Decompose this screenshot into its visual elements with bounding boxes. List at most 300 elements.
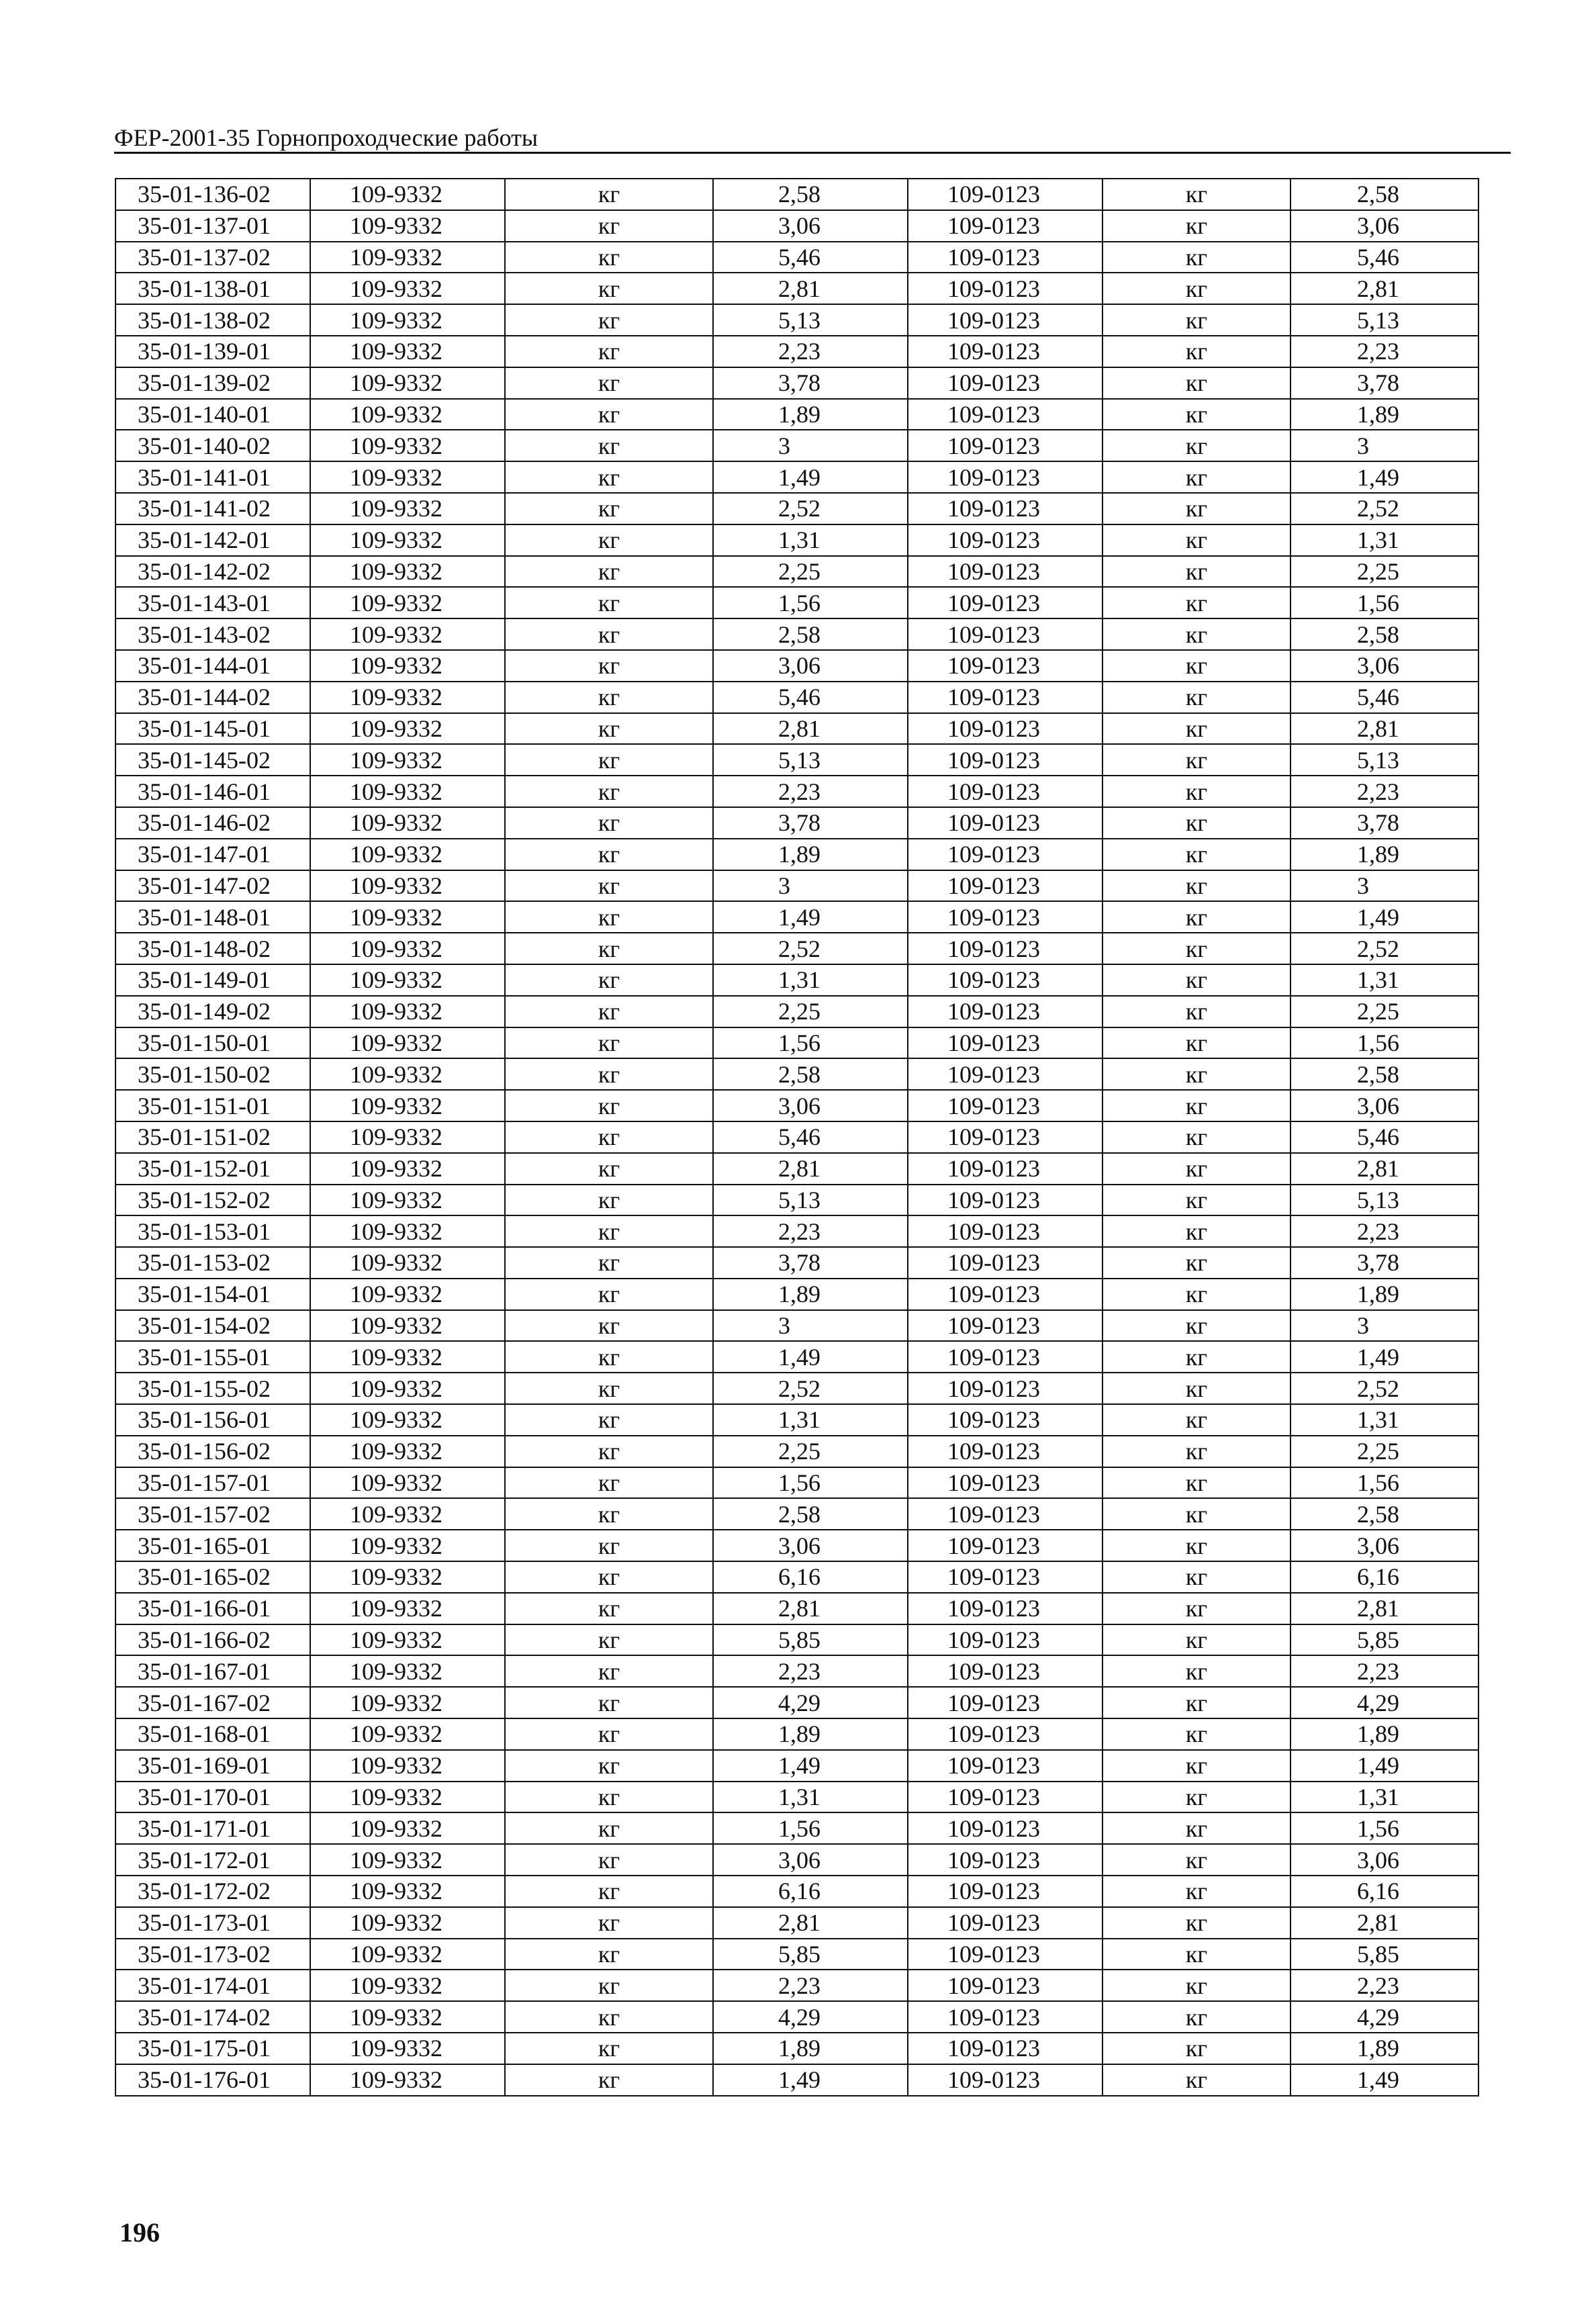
replacement-unit-cell: кг	[1102, 1844, 1290, 1876]
resource-code-cell: 109-9332	[310, 839, 505, 870]
replacement-resource-code-cell: 109-0123	[908, 1121, 1102, 1153]
quantity-cell: 5,13	[713, 304, 908, 336]
replacement-quantity-cell: 1,31	[1290, 1404, 1478, 1436]
replacement-quantity-cell: 2,81	[1290, 1907, 1478, 1939]
rate-code-cell: 35-01-156-02	[115, 1436, 310, 1467]
quantity-cell: 1,49	[713, 1341, 908, 1373]
replacement-resource-code-cell: 109-0123	[908, 587, 1102, 618]
replacement-quantity-cell: 3	[1290, 430, 1478, 461]
quantity-cell: 1,49	[713, 1750, 908, 1782]
quantity-cell: 5,46	[713, 242, 908, 273]
replacement-resource-code-cell: 109-0123	[908, 1436, 1102, 1467]
replacement-unit-cell: кг	[1102, 1750, 1290, 1782]
table-row	[115, 1215, 1478, 1247]
replacement-resource-code-cell: 109-0123	[908, 1624, 1102, 1656]
replacement-resource-code-cell: 109-0123	[908, 1655, 1102, 1687]
resource-code-cell: 109-9332	[310, 179, 505, 210]
quantity-cell: 2,25	[713, 556, 908, 588]
rate-code-cell: 35-01-143-02	[115, 618, 310, 650]
table-row	[115, 461, 1478, 493]
replacement-unit-cell: кг	[1102, 1310, 1290, 1342]
resource-code-cell: 109-9332	[310, 1593, 505, 1624]
unit-cell: кг	[505, 996, 713, 1027]
resource-code-cell: 109-9332	[310, 1907, 505, 1939]
resource-code-cell: 109-9332	[310, 1876, 505, 1907]
replacement-resource-code-cell: 109-0123	[908, 870, 1102, 902]
rate-code-cell: 35-01-136-02	[115, 179, 310, 210]
replacement-unit-cell: кг	[1102, 2033, 1290, 2064]
resource-code-cell: 109-9332	[310, 1655, 505, 1687]
unit-cell: кг	[505, 870, 713, 902]
replacement-quantity-cell: 5,13	[1290, 744, 1478, 776]
replacement-unit-cell: кг	[1102, 493, 1290, 524]
table-row	[115, 1718, 1478, 1750]
unit-cell: кг	[505, 1718, 713, 1750]
quantity-cell: 3	[713, 870, 908, 902]
table-row	[115, 399, 1478, 430]
replacement-resource-code-cell: 109-0123	[908, 1907, 1102, 1939]
rate-code-cell: 35-01-171-01	[115, 1812, 310, 1844]
replacement-unit-cell: кг	[1102, 1279, 1290, 1310]
quantity-cell: 2,81	[713, 1153, 908, 1185]
unit-cell: кг	[505, 713, 713, 745]
unit-cell: кг	[505, 336, 713, 367]
quantity-cell: 1,56	[713, 587, 908, 618]
quantity-cell: 2,23	[713, 336, 908, 367]
unit-cell: кг	[505, 1467, 713, 1499]
unit-cell: кг	[505, 1247, 713, 1279]
rate-code-cell: 35-01-173-01	[115, 1907, 310, 1939]
quantity-cell: 2,58	[713, 1058, 908, 1090]
replacement-unit-cell: кг	[1102, 1058, 1290, 1090]
table-row	[115, 839, 1478, 870]
replacement-unit-cell: кг	[1102, 713, 1290, 745]
replacement-quantity-cell: 2,52	[1290, 1373, 1478, 1404]
replacement-unit-cell: кг	[1102, 1436, 1290, 1467]
replacement-resource-code-cell: 109-0123	[908, 1939, 1102, 1970]
replacement-quantity-cell: 2,58	[1290, 618, 1478, 650]
replacement-quantity-cell: 2,25	[1290, 556, 1478, 588]
replacement-quantity-cell: 2,58	[1290, 1498, 1478, 1530]
replacement-unit-cell: кг	[1102, 2064, 1290, 2096]
replacement-quantity-cell: 2,23	[1290, 1215, 1478, 1247]
quantity-cell: 1,31	[713, 1404, 908, 1436]
unit-cell: кг	[505, 1782, 713, 1813]
table-row	[115, 587, 1478, 618]
table-row	[115, 1812, 1478, 1844]
rate-code-cell: 35-01-150-01	[115, 1027, 310, 1059]
replacement-unit-cell: кг	[1102, 1782, 1290, 1813]
replacement-resource-code-cell: 109-0123	[908, 650, 1102, 682]
replacement-resource-code-cell: 109-0123	[908, 179, 1102, 210]
replacement-unit-cell: кг	[1102, 524, 1290, 556]
rate-code-cell: 35-01-148-01	[115, 901, 310, 933]
unit-cell: кг	[505, 1593, 713, 1624]
header-rule	[114, 152, 1511, 154]
replacement-quantity-cell: 1,49	[1290, 1341, 1478, 1373]
rate-code-cell: 35-01-143-01	[115, 587, 310, 618]
replacement-quantity-cell: 6,16	[1290, 1561, 1478, 1593]
unit-cell: кг	[505, 304, 713, 336]
replacement-resource-code-cell: 109-0123	[908, 964, 1102, 996]
rate-code-cell: 35-01-144-02	[115, 682, 310, 713]
table-row	[115, 870, 1478, 902]
rate-code-cell: 35-01-156-01	[115, 1404, 310, 1436]
replacement-quantity-cell: 5,13	[1290, 304, 1478, 336]
replacement-resource-code-cell: 109-0123	[908, 1279, 1102, 1310]
unit-cell: кг	[505, 430, 713, 461]
resource-code-cell: 109-9332	[310, 682, 505, 713]
rate-code-cell: 35-01-155-01	[115, 1341, 310, 1373]
unit-cell: кг	[505, 1341, 713, 1373]
rate-code-cell: 35-01-154-01	[115, 1279, 310, 1310]
replacement-quantity-cell: 1,49	[1290, 1750, 1478, 1782]
table-row	[115, 996, 1478, 1027]
replacement-quantity-cell: 2,81	[1290, 1153, 1478, 1185]
replacement-unit-cell: кг	[1102, 1970, 1290, 2001]
replacement-resource-code-cell: 109-0123	[908, 1185, 1102, 1216]
replacement-quantity-cell: 2,23	[1290, 1970, 1478, 2001]
resource-code-cell: 109-9332	[310, 2033, 505, 2064]
replacement-unit-cell: кг	[1102, 964, 1290, 996]
table-row	[115, 1373, 1478, 1404]
replacement-resource-code-cell: 109-0123	[908, 1027, 1102, 1059]
resource-code-cell: 109-9332	[310, 1970, 505, 2001]
replacement-unit-cell: кг	[1102, 870, 1290, 902]
unit-cell: кг	[505, 1153, 713, 1185]
quantity-cell: 6,16	[713, 1876, 908, 1907]
resource-code-cell: 109-9332	[310, 587, 505, 618]
rate-code-cell: 35-01-144-01	[115, 650, 310, 682]
quantity-cell: 1,49	[713, 461, 908, 493]
quantity-cell: 2,23	[713, 1655, 908, 1687]
table-row	[115, 1404, 1478, 1436]
replacement-resource-code-cell: 109-0123	[908, 367, 1102, 399]
unit-cell: кг	[505, 1812, 713, 1844]
replacement-unit-cell: кг	[1102, 461, 1290, 493]
table-row	[115, 1090, 1478, 1121]
replacement-resource-code-cell: 109-0123	[908, 996, 1102, 1027]
quantity-cell: 3,78	[713, 1247, 908, 1279]
table-row	[115, 430, 1478, 461]
table-row	[115, 1624, 1478, 1656]
replacement-quantity-cell: 1,89	[1290, 399, 1478, 430]
resource-code-cell: 109-9332	[310, 713, 505, 745]
table-row	[115, 1939, 1478, 1970]
replacement-quantity-cell: 5,46	[1290, 1121, 1478, 1153]
rate-code-cell: 35-01-165-01	[115, 1530, 310, 1561]
unit-cell: кг	[505, 1121, 713, 1153]
rate-code-cell: 35-01-169-01	[115, 1750, 310, 1782]
table-row	[115, 1058, 1478, 1090]
table-row	[115, 1027, 1478, 1059]
replacement-quantity-cell: 5,85	[1290, 1624, 1478, 1656]
replacement-unit-cell: кг	[1102, 1373, 1290, 1404]
replacement-quantity-cell: 6,16	[1290, 1876, 1478, 1907]
replacement-resource-code-cell: 109-0123	[908, 524, 1102, 556]
rate-code-cell: 35-01-172-02	[115, 1876, 310, 1907]
table-row	[115, 1844, 1478, 1876]
unit-cell: кг	[505, 650, 713, 682]
replacement-resource-code-cell: 109-0123	[908, 304, 1102, 336]
resource-code-cell: 109-9332	[310, 1530, 505, 1561]
resource-code-cell: 109-9332	[310, 1090, 505, 1121]
quantity-cell: 1,89	[713, 1718, 908, 1750]
replacement-unit-cell: кг	[1102, 901, 1290, 933]
rate-code-cell: 35-01-152-02	[115, 1185, 310, 1216]
replacement-quantity-cell: 1,89	[1290, 1279, 1478, 1310]
replacement-resource-code-cell: 109-0123	[908, 1844, 1102, 1876]
resource-code-cell: 109-9332	[310, 1939, 505, 1970]
replacement-unit-cell: кг	[1102, 304, 1290, 336]
quantity-cell: 3,06	[713, 1090, 908, 1121]
replacement-unit-cell: кг	[1102, 1593, 1290, 1624]
unit-cell: кг	[505, 242, 713, 273]
rate-code-cell: 35-01-154-02	[115, 1310, 310, 1342]
replacement-unit-cell: кг	[1102, 1215, 1290, 1247]
resource-code-cell: 109-9332	[310, 1561, 505, 1593]
table-row	[115, 2064, 1478, 2096]
replacement-quantity-cell: 4,29	[1290, 1687, 1478, 1718]
quantity-cell: 3,06	[713, 210, 908, 242]
replacement-resource-code-cell: 109-0123	[908, 713, 1102, 745]
resource-code-cell: 109-9332	[310, 618, 505, 650]
replacement-resource-code-cell: 109-0123	[908, 399, 1102, 430]
table-row	[115, 2033, 1478, 2064]
resource-code-cell: 109-9332	[310, 1812, 505, 1844]
quantity-cell: 2,58	[713, 618, 908, 650]
unit-cell: кг	[505, 1907, 713, 1939]
resource-code-cell: 109-9332	[310, 1341, 505, 1373]
table-row	[115, 273, 1478, 304]
quantity-cell: 2,25	[713, 1436, 908, 1467]
quantity-cell: 1,56	[713, 1027, 908, 1059]
unit-cell: кг	[505, 367, 713, 399]
rate-code-cell: 35-01-166-01	[115, 1593, 310, 1624]
resource-code-cell: 109-9332	[310, 1247, 505, 1279]
replacement-unit-cell: кг	[1102, 1247, 1290, 1279]
resource-code-cell: 109-9332	[310, 1498, 505, 1530]
replacement-resource-code-cell: 109-0123	[908, 1530, 1102, 1561]
unit-cell: кг	[505, 1687, 713, 1718]
replacement-quantity-cell: 1,49	[1290, 2064, 1478, 2096]
table-row	[115, 1341, 1478, 1373]
resource-code-cell: 109-9332	[310, 1153, 505, 1185]
quantity-cell: 1,31	[713, 964, 908, 996]
unit-cell: кг	[505, 1561, 713, 1593]
rate-code-cell: 35-01-174-01	[115, 1970, 310, 2001]
replacement-resource-code-cell: 109-0123	[908, 1687, 1102, 1718]
unit-cell: кг	[505, 1027, 713, 1059]
resource-code-cell: 109-9332	[310, 1844, 505, 1876]
resource-code-cell: 109-9332	[310, 2064, 505, 2096]
replacement-resource-code-cell: 109-0123	[908, 1058, 1102, 1090]
resource-code-cell: 109-9332	[310, 933, 505, 964]
quantity-cell: 5,13	[713, 744, 908, 776]
replacement-quantity-cell: 2,81	[1290, 713, 1478, 745]
table-row	[115, 1467, 1478, 1499]
resource-code-cell: 109-9332	[310, 1624, 505, 1656]
resource-code-cell: 109-9332	[310, 1436, 505, 1467]
replacement-unit-cell: кг	[1102, 1498, 1290, 1530]
replacement-quantity-cell: 1,89	[1290, 839, 1478, 870]
table-row	[115, 1782, 1478, 1813]
resource-code-cell: 109-9332	[310, 304, 505, 336]
replacement-quantity-cell: 2,52	[1290, 933, 1478, 964]
replacement-quantity-cell: 1,31	[1290, 964, 1478, 996]
rate-code-cell: 35-01-147-01	[115, 839, 310, 870]
replacement-quantity-cell: 1,56	[1290, 1467, 1478, 1499]
quantity-cell: 5,46	[713, 1121, 908, 1153]
table-row	[115, 336, 1478, 367]
table-row	[115, 650, 1478, 682]
rate-code-cell: 35-01-174-02	[115, 2001, 310, 2033]
rate-code-cell: 35-01-167-02	[115, 1687, 310, 1718]
replacement-resource-code-cell: 109-0123	[908, 1153, 1102, 1185]
resource-code-cell: 109-9332	[310, 870, 505, 902]
replacement-unit-cell: кг	[1102, 242, 1290, 273]
table-row	[115, 1687, 1478, 1718]
unit-cell: кг	[505, 210, 713, 242]
rate-code-cell: 35-01-145-02	[115, 744, 310, 776]
resource-code-cell: 109-9332	[310, 493, 505, 524]
resource-code-cell: 109-9332	[310, 461, 505, 493]
replacement-unit-cell: кг	[1102, 1404, 1290, 1436]
rate-code-cell: 35-01-175-01	[115, 2033, 310, 2064]
quantity-cell: 2,81	[713, 273, 908, 304]
quantity-cell: 1,89	[713, 1279, 908, 1310]
rate-code-cell: 35-01-146-01	[115, 776, 310, 807]
replacement-quantity-cell: 2,23	[1290, 1655, 1478, 1687]
rate-code-cell: 35-01-172-01	[115, 1844, 310, 1876]
replacement-resource-code-cell: 109-0123	[908, 493, 1102, 524]
resource-code-cell: 109-9332	[310, 336, 505, 367]
replacement-unit-cell: кг	[1102, 1530, 1290, 1561]
replacement-unit-cell: кг	[1102, 273, 1290, 304]
replacement-quantity-cell: 5,85	[1290, 1939, 1478, 1970]
unit-cell: кг	[505, 1310, 713, 1342]
rate-code-cell: 35-01-167-01	[115, 1655, 310, 1687]
replacement-unit-cell: кг	[1102, 1561, 1290, 1593]
unit-cell: кг	[505, 2064, 713, 2096]
replacement-quantity-cell: 2,23	[1290, 776, 1478, 807]
resource-code-cell: 109-9332	[310, 1404, 505, 1436]
rate-code-cell: 35-01-138-01	[115, 273, 310, 304]
replacement-resource-code-cell: 109-0123	[908, 776, 1102, 807]
replacement-resource-code-cell: 109-0123	[908, 1310, 1102, 1342]
rate-code-cell: 35-01-141-02	[115, 493, 310, 524]
quantity-cell: 2,52	[713, 493, 908, 524]
resource-code-cell: 109-9332	[310, 556, 505, 588]
replacement-resource-code-cell: 109-0123	[908, 430, 1102, 461]
rate-code-cell: 35-01-137-02	[115, 242, 310, 273]
table-row	[115, 1561, 1478, 1593]
quantity-cell: 2,81	[713, 713, 908, 745]
replacement-resource-code-cell: 109-0123	[908, 556, 1102, 588]
unit-cell: кг	[505, 744, 713, 776]
unit-cell: кг	[505, 776, 713, 807]
resource-code-cell: 109-9332	[310, 1279, 505, 1310]
replacement-resource-code-cell: 109-0123	[908, 744, 1102, 776]
rate-code-cell: 35-01-149-01	[115, 964, 310, 996]
replacement-resource-code-cell: 109-0123	[908, 461, 1102, 493]
replacement-resource-code-cell: 109-0123	[908, 901, 1102, 933]
rate-code-cell: 35-01-153-02	[115, 1247, 310, 1279]
unit-cell: кг	[505, 1185, 713, 1216]
replacement-unit-cell: кг	[1102, 933, 1290, 964]
page-number: 196	[120, 2217, 160, 2248]
unit-cell: кг	[505, 524, 713, 556]
unit-cell: кг	[505, 1530, 713, 1561]
rate-code-cell: 35-01-142-01	[115, 524, 310, 556]
table-row	[115, 493, 1478, 524]
table-row	[115, 964, 1478, 996]
rate-code-cell: 35-01-140-01	[115, 399, 310, 430]
rate-code-cell: 35-01-149-02	[115, 996, 310, 1027]
table-row	[115, 1498, 1478, 1530]
replacement-unit-cell: кг	[1102, 210, 1290, 242]
table-row	[115, 1970, 1478, 2001]
rate-code-cell: 35-01-151-02	[115, 1121, 310, 1153]
unit-cell: кг	[505, 556, 713, 588]
rate-code-cell: 35-01-152-01	[115, 1153, 310, 1185]
table-row	[115, 1907, 1478, 1939]
resource-code-cell: 109-9332	[310, 1750, 505, 1782]
replacement-resource-code-cell: 109-0123	[908, 1970, 1102, 2001]
replacement-unit-cell: кг	[1102, 682, 1290, 713]
replacement-unit-cell: кг	[1102, 1624, 1290, 1656]
unit-cell: кг	[505, 1436, 713, 1467]
rate-code-cell: 35-01-166-02	[115, 1624, 310, 1656]
replacement-unit-cell: кг	[1102, 1153, 1290, 1185]
replacement-resource-code-cell: 109-0123	[908, 1593, 1102, 1624]
replacement-quantity-cell: 2,52	[1290, 493, 1478, 524]
quantity-cell: 3,06	[713, 1530, 908, 1561]
quantity-cell: 3,06	[713, 650, 908, 682]
table-row	[115, 179, 1478, 210]
table-row	[115, 2001, 1478, 2033]
unit-cell: кг	[505, 1404, 713, 1436]
resource-code-cell: 109-9332	[310, 1310, 505, 1342]
replacement-quantity-cell: 3,78	[1290, 807, 1478, 839]
quantity-cell: 2,23	[713, 776, 908, 807]
replacement-quantity-cell: 1,49	[1290, 461, 1478, 493]
rate-code-cell: 35-01-168-01	[115, 1718, 310, 1750]
unit-cell: кг	[505, 1090, 713, 1121]
replacement-resource-code-cell: 109-0123	[908, 1341, 1102, 1373]
unit-cell: кг	[505, 493, 713, 524]
resource-code-cell: 109-9332	[310, 1215, 505, 1247]
rate-code-cell: 35-01-151-01	[115, 1090, 310, 1121]
rate-code-cell: 35-01-157-01	[115, 1467, 310, 1499]
table-row	[115, 242, 1478, 273]
replacement-resource-code-cell: 109-0123	[908, 1561, 1102, 1593]
replacement-quantity-cell: 5,46	[1290, 242, 1478, 273]
rate-code-cell: 35-01-138-02	[115, 304, 310, 336]
replacement-quantity-cell: 1,89	[1290, 1718, 1478, 1750]
resource-table	[115, 178, 1479, 2096]
replacement-quantity-cell: 1,56	[1290, 1027, 1478, 1059]
quantity-cell: 3	[713, 1310, 908, 1342]
table-row	[115, 556, 1478, 588]
replacement-quantity-cell: 3,78	[1290, 367, 1478, 399]
unit-cell: кг	[505, 1279, 713, 1310]
replacement-quantity-cell: 1,31	[1290, 524, 1478, 556]
resource-code-cell: 109-9332	[310, 1687, 505, 1718]
replacement-resource-code-cell: 109-0123	[908, 1718, 1102, 1750]
quantity-cell: 1,56	[713, 1812, 908, 1844]
replacement-unit-cell: кг	[1102, 587, 1290, 618]
